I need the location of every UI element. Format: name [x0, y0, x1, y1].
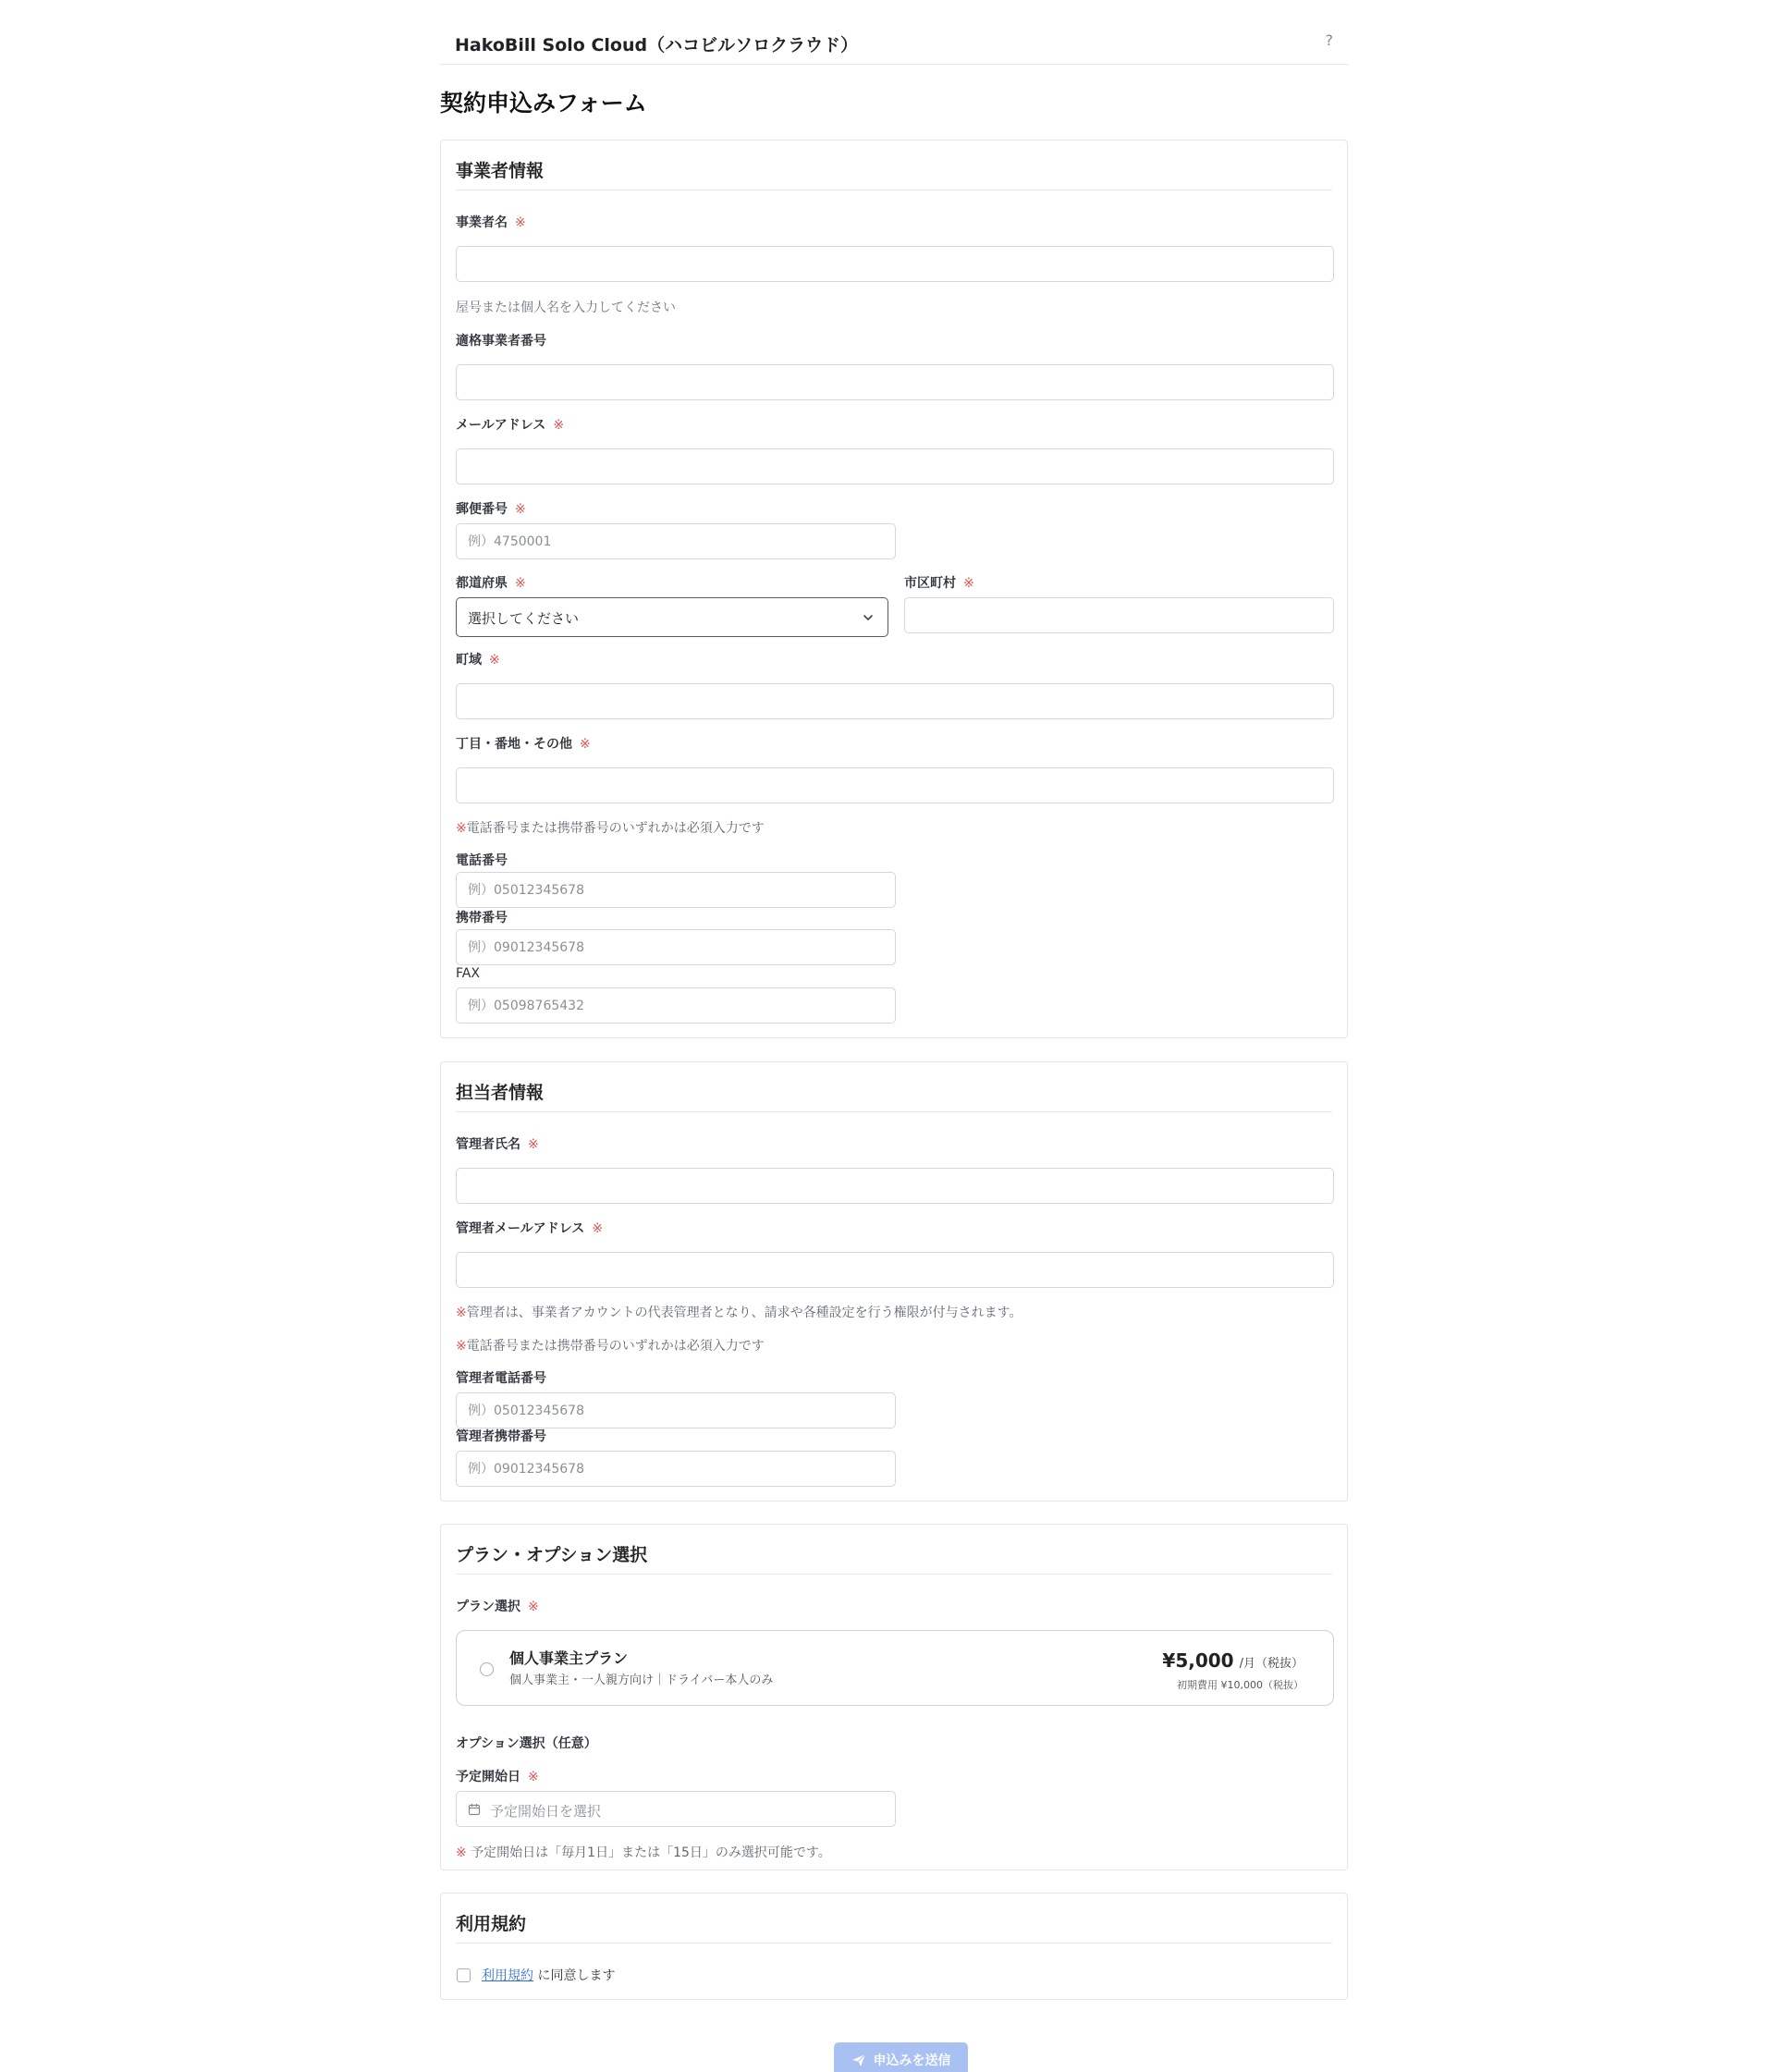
postal-code-label: 郵便番号 ※ [456, 502, 526, 517]
postal-code-input[interactable] [456, 523, 896, 559]
required-mark: ※ [528, 1600, 539, 1614]
page-title: 契約申込みフォーム [440, 90, 647, 116]
terms-section-title: 利用規約 [456, 1914, 527, 1934]
city-label: 市区町村 ※ [904, 576, 974, 591]
calendar-icon [468, 1803, 481, 1816]
plan-radio[interactable] [480, 1662, 494, 1676]
business-info-card [440, 140, 1348, 1038]
option-select-label: オプション選択（任意） [456, 1736, 597, 1751]
town-label: 町域 ※ [456, 653, 500, 668]
city-input[interactable] [904, 597, 1334, 633]
required-mark: ※ [515, 576, 526, 591]
plan-option-individual[interactable] [456, 1630, 1334, 1706]
manager-mobile-input[interactable] [456, 1451, 896, 1487]
required-mark: ※ [489, 653, 500, 668]
required-mark: ※ [963, 576, 974, 591]
app-title: HakoBill Solo Cloud（ハコビルソロクラウド） [455, 35, 859, 55]
email-label: メールアドレス ※ [456, 418, 565, 433]
manager-name-label: 管理者氏名 ※ [456, 1137, 539, 1152]
plan-card-section [440, 1524, 1348, 1870]
plan-select-label: プラン選択 ※ [456, 1600, 539, 1614]
help-icon[interactable]: ? [1325, 31, 1333, 49]
required-mark: ※ [515, 502, 526, 517]
mobile-input[interactable] [456, 929, 896, 965]
business-name-hint: 屋号または個人名を入力してください [456, 300, 676, 315]
section-divider [456, 1111, 1332, 1112]
start-date-label: 予定開始日 ※ [456, 1770, 539, 1784]
phone-label: 電話番号 [456, 853, 508, 868]
business-name-label: 事業者名 ※ [456, 215, 526, 230]
address-label: 丁目・番地・その他 ※ [456, 737, 591, 752]
manager-phone-input[interactable] [456, 1392, 896, 1428]
prefecture-select[interactable] [456, 597, 888, 637]
email-input[interactable] [456, 448, 1334, 484]
contact-info-card [440, 1061, 1348, 1502]
required-mark: ※ [528, 1770, 539, 1784]
fax-label: FAX [456, 966, 480, 981]
contact-section-title: 担当者情報 [456, 1083, 545, 1103]
fax-input[interactable] [456, 987, 896, 1024]
terms-card [440, 1893, 1348, 2000]
plan-description: 個人事業主・一人親方向け｜ドライバー本人のみ [509, 1674, 774, 1687]
manager-phone-required-note: ※電話番号または携帯番号のいずれかは必須入力です [456, 1339, 765, 1354]
plan-name: 個人事業主プラン [509, 1649, 629, 1667]
invoice-number-label: 適格事業者番号 [456, 334, 546, 349]
top-bar [440, 26, 1348, 65]
terms-checkbox[interactable] [457, 1968, 471, 1982]
manager-email-input[interactable] [456, 1252, 1334, 1288]
submit-label: 申込みを送信 [873, 2052, 951, 2067]
section-divider [456, 1574, 1332, 1575]
submit-button[interactable] [834, 2042, 968, 2072]
phone-required-note: ※電話番号または携帯番号のいずれかは必須入力です [456, 821, 765, 836]
required-mark: ※ [580, 737, 591, 752]
business-name-input[interactable] [456, 246, 1334, 282]
chevron-down-icon [862, 611, 875, 624]
send-icon [851, 2053, 866, 2067]
town-input[interactable] [456, 683, 1334, 719]
required-mark: ※ [592, 1221, 604, 1236]
prefecture-label: 都道府県 ※ [456, 576, 526, 591]
admin-note: ※管理者は、事業者アカウントの代表管理者となり、請求や各種設定を行う権限が付与されます。 [456, 1306, 1022, 1320]
phone-input[interactable] [456, 872, 896, 908]
business-section-title: 事業者情報 [456, 161, 545, 181]
manager-email-label: 管理者メールアドレス ※ [456, 1221, 604, 1236]
required-mark: ※ [515, 215, 526, 230]
plan-price: ¥5,000 /月（税抜） [1162, 1649, 1304, 1672]
invoice-number-input[interactable] [456, 364, 1334, 400]
required-mark: ※ [528, 1137, 539, 1152]
plan-section-title: プラン・オプション選択 [456, 1545, 648, 1565]
manager-mobile-label: 管理者携帯番号 [456, 1429, 546, 1444]
mobile-label: 携帯番号 [456, 911, 508, 926]
required-mark: ※ [553, 418, 565, 433]
prefecture-select-value: 選択してください [468, 610, 580, 627]
manager-name-input[interactable] [456, 1168, 1334, 1204]
start-date-note: ※ 予定開始日は「毎月1日」または「15日」のみ選択可能です。 [456, 1845, 831, 1860]
address-input[interactable] [456, 767, 1334, 803]
manager-phone-label: 管理者電話番号 [456, 1371, 546, 1386]
start-date-placeholder: 予定開始日を選択 [490, 1803, 602, 1820]
terms-link[interactable]: 利用規約 [482, 1968, 533, 1983]
plan-initial-fee: 初期費用 ¥10,000（税抜） [1177, 1679, 1304, 1691]
terms-agree-line: 利用規約 に同意します [482, 1968, 616, 1983]
start-date-input[interactable] [456, 1791, 896, 1827]
